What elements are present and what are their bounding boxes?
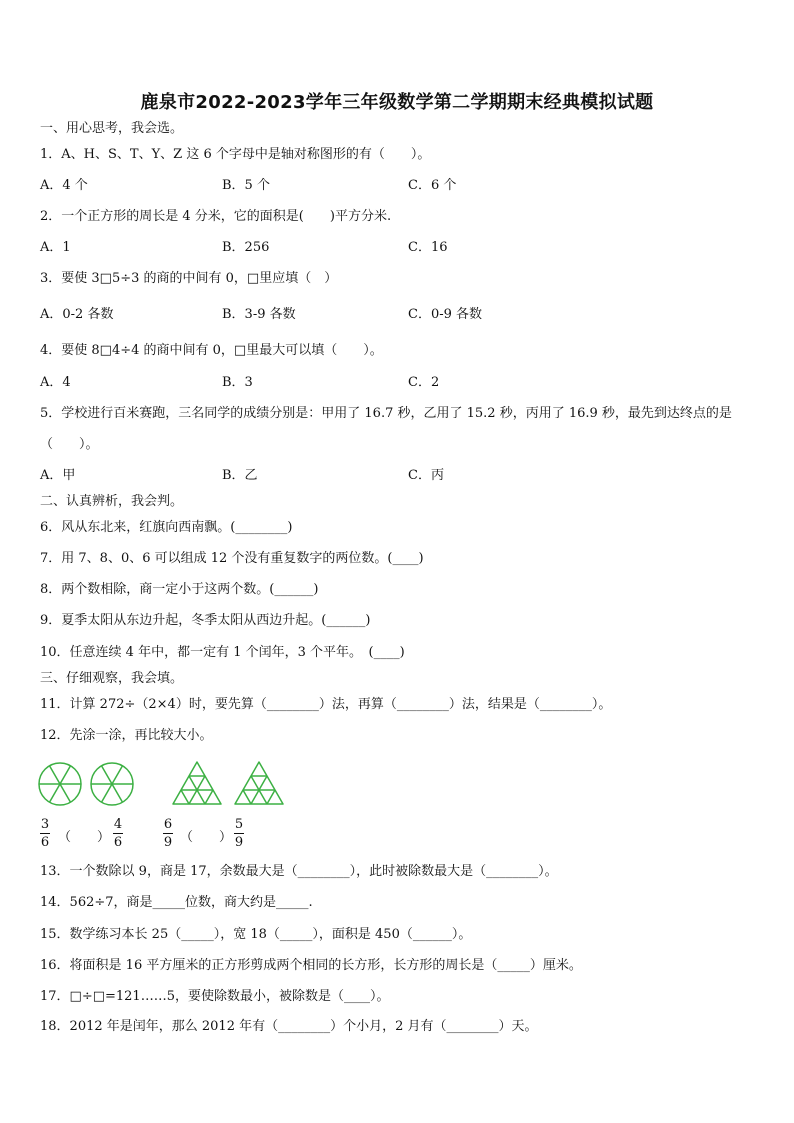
- fraction-numerator: 5: [234, 817, 244, 832]
- fraction-5-9: [234, 817, 244, 850]
- fraction-bar: [163, 833, 173, 834]
- q4-option-c: C．2: [408, 375, 440, 390]
- question-15: 15．数学练习本长 25（_____），宽 18（_____），面积是 450（______）。: [40, 927, 472, 942]
- q1-option-b: B．5 个: [222, 178, 270, 193]
- fraction-4-6: [113, 817, 123, 850]
- question-2: 2．一个正方形的周长是 4 分米，它的面积是( )平方分米.: [40, 209, 392, 224]
- question-1: 1．A、H、S、T、Y、Z 这 6 个字母中是轴对称图形的有（ ）。: [40, 147, 431, 162]
- circle-sixths-1: [37, 761, 83, 807]
- fraction-6-9: [163, 817, 173, 850]
- fraction-denominator: 6: [113, 835, 123, 850]
- q2-option-c: C．16: [408, 240, 448, 255]
- q5-option-b: B．乙: [222, 468, 258, 483]
- question-5: 5．学校进行百米赛跑，三名同学的成绩分别是：甲用了 16.7 秒，乙用了 15.2 秒，丙用了 16.9 秒，最先到达终点的是: [40, 406, 732, 421]
- section-heading-1: 一、用心思考，我会选。: [40, 121, 184, 136]
- question-5-continued: （ ）。: [40, 437, 99, 452]
- q4-option-b: B．3: [222, 375, 253, 390]
- question-16: 16．将面积是 16 平方厘米的正方形剪成两个相同的长方形，长方形的周长是（_____）厘米。: [40, 958, 582, 973]
- fraction-numerator: 6: [163, 817, 173, 832]
- fraction-denominator: 9: [163, 835, 173, 850]
- fraction-bar: [113, 833, 123, 834]
- q3-option-a: A．0-2 各数: [40, 307, 114, 322]
- question-11: 11．计算 272÷（2×4）时，要先算（________）法，再算（________）法，结果是（________）。: [40, 697, 612, 712]
- section-heading-2: 二、认真辨析，我会判。: [40, 494, 184, 509]
- question-17: 17．□÷□=121……5，要使除数最小，被除数是（____）。: [40, 989, 390, 1004]
- q1-option-c: C．6 个: [408, 178, 457, 193]
- fraction-3-6: [40, 817, 50, 850]
- section-heading-3: 三、仔细观察，我会填。: [40, 671, 184, 686]
- triangle-ninths-1: [171, 760, 223, 806]
- question-6: 6．风从东北来，红旗向西南飘。(________): [40, 520, 293, 535]
- circle-sixths-2: [89, 761, 135, 807]
- fraction-bar: [40, 833, 50, 834]
- question-8: 8．两个数相除，商一定小于这两个数。(______): [40, 582, 319, 597]
- page-title: 鹿泉市2022-2023学年三年级数学第二学期期末经典模拟试题: [140, 92, 654, 113]
- question-3: 3．要使 3□5÷3 的商的中间有 0，□里应填（ ）: [40, 271, 338, 286]
- q2-option-a: A．1: [40, 240, 71, 255]
- question-14: 14．562÷7，商是_____位数，商大约是_____.: [40, 895, 313, 910]
- q3-option-c: C．0-9 各数: [408, 307, 483, 322]
- q4-option-a: A．4: [40, 375, 71, 390]
- question-13: 13．一个数除以 9，商是 17，余数最大是（________），此时被除数最大是（________）。: [40, 864, 558, 879]
- question-4: 4．要使 8□4÷4 的商中间有 0，□里最大可以填（ ）。: [40, 343, 383, 358]
- q5-option-a: A．甲: [40, 468, 76, 483]
- comparison-blank-1: （ ）: [58, 830, 111, 845]
- fraction-numerator: 3: [40, 817, 50, 832]
- q2-option-b: B．256: [222, 240, 270, 255]
- question-10: 10．任意连续 4 年中，都一定有 1 个闰年，3 个平年。 (____): [40, 645, 405, 660]
- question-18: 18．2012 年是闰年，那么 2012 年有（________）个小月，2 月有（________）天。: [40, 1019, 538, 1034]
- q5-option-c: C．丙: [408, 468, 444, 483]
- fraction-denominator: 6: [40, 835, 50, 850]
- fraction-numerator: 4: [113, 817, 123, 832]
- q1-option-a: A．4 个: [40, 178, 88, 193]
- fraction-bar: [234, 833, 244, 834]
- fraction-denominator: 9: [234, 835, 244, 850]
- question-12: 12．先涂一涂，再比较大小。: [40, 728, 213, 743]
- question-7: 7．用 7、8、0、6 可以组成 12 个没有重复数字的两位数。(____): [40, 551, 424, 566]
- comparison-blank-2: （ ）: [180, 830, 233, 845]
- triangle-ninths-2: [233, 760, 285, 806]
- q3-option-b: B．3-9 各数: [222, 307, 296, 322]
- question-9: 9．夏季太阳从东边升起，冬季太阳从西边升起。(______): [40, 613, 371, 628]
